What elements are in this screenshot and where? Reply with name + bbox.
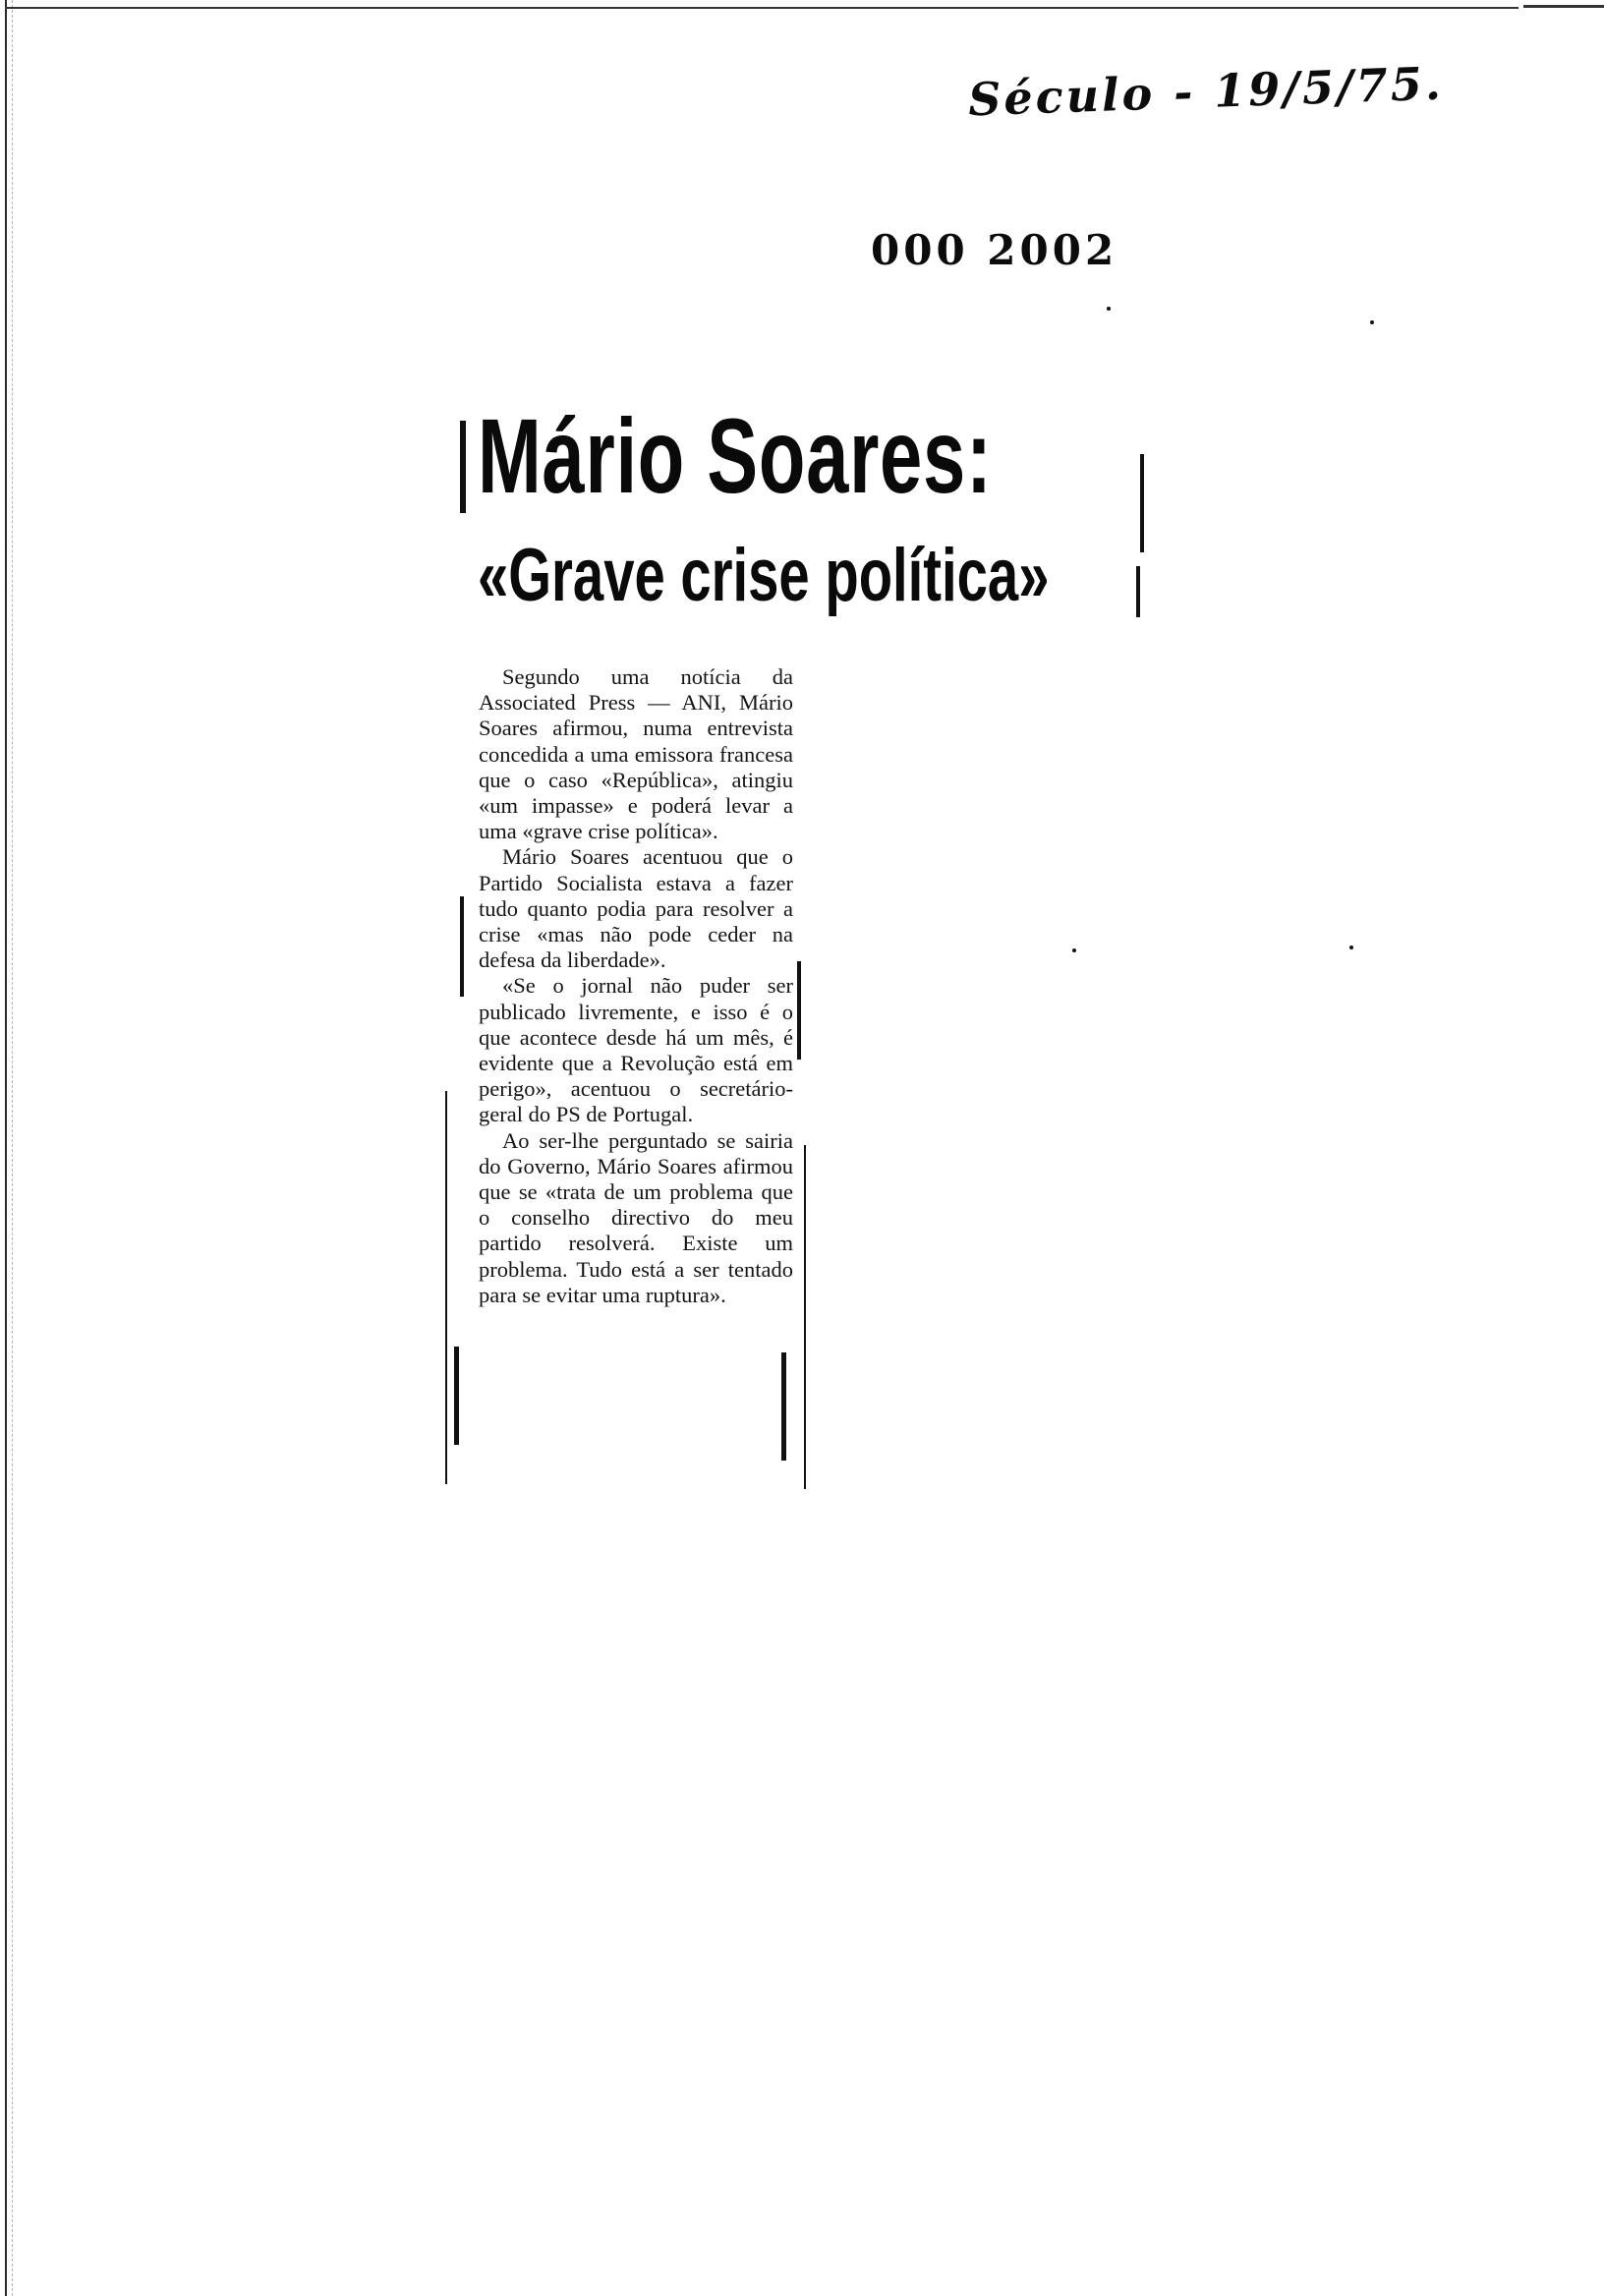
scan-speck xyxy=(1072,948,1076,952)
page-left-fold-line xyxy=(12,0,14,2296)
scan-speck xyxy=(1349,946,1353,949)
article-body xyxy=(479,664,793,1308)
clipping-edge-mark xyxy=(781,1352,786,1461)
clipping-edge-mark xyxy=(460,421,466,513)
article-paragraph: «Se o jornal não puder ser publicado livremente, e isso é o que acontece desde há um mês, é evidente que a Revolução está em perigo», acentuou o secretário-geral do PS de Portugal. xyxy=(479,973,793,1127)
article-subheadline: «Grave crise política» xyxy=(478,534,1050,617)
article-paragraph: Segundo uma notícia da Associated Press — ANI, Mário Soares afirmou, numa entrevista concedida a uma emissora francesa que o caso «República», atingiu «um impasse» e poderá levar a uma «grave crise política». xyxy=(479,664,793,844)
scan-speck xyxy=(1370,320,1374,324)
handwritten-source-note: Século - 19/5/75. xyxy=(967,56,1445,127)
article-paragraph: Ao ser-lhe perguntado se sairia do Governo, Mário Soares afirmou que se «trata de um problema que o conselho directivo do meu partido resolverá. Existe um problema. Tudo está a ser tentado para se evitar uma ruptura». xyxy=(479,1127,793,1307)
article-headline: Mário Soares: xyxy=(478,396,993,515)
scan-speck xyxy=(1107,307,1111,311)
clipping-edge-mark xyxy=(460,896,464,997)
clipping-edge-mark xyxy=(804,1145,806,1489)
page-top-border-right xyxy=(1523,5,1604,8)
clipping-edge-mark xyxy=(454,1347,459,1445)
page-left-border xyxy=(5,0,7,2296)
clipping-edge-mark xyxy=(797,961,801,1060)
clipping-edge-mark xyxy=(445,1091,447,1484)
archive-number: 000 2002 xyxy=(871,226,1118,274)
article-paragraph: Mário Soares acentuou que o Partido Socialista estava a fazer tudo quanto podia para resolver a crise «mas não pode ceder na defesa da liberdade». xyxy=(479,844,793,973)
clipping-edge-mark xyxy=(1140,454,1144,552)
page-top-border xyxy=(5,7,1518,9)
clipping-edge-mark xyxy=(1136,566,1140,617)
